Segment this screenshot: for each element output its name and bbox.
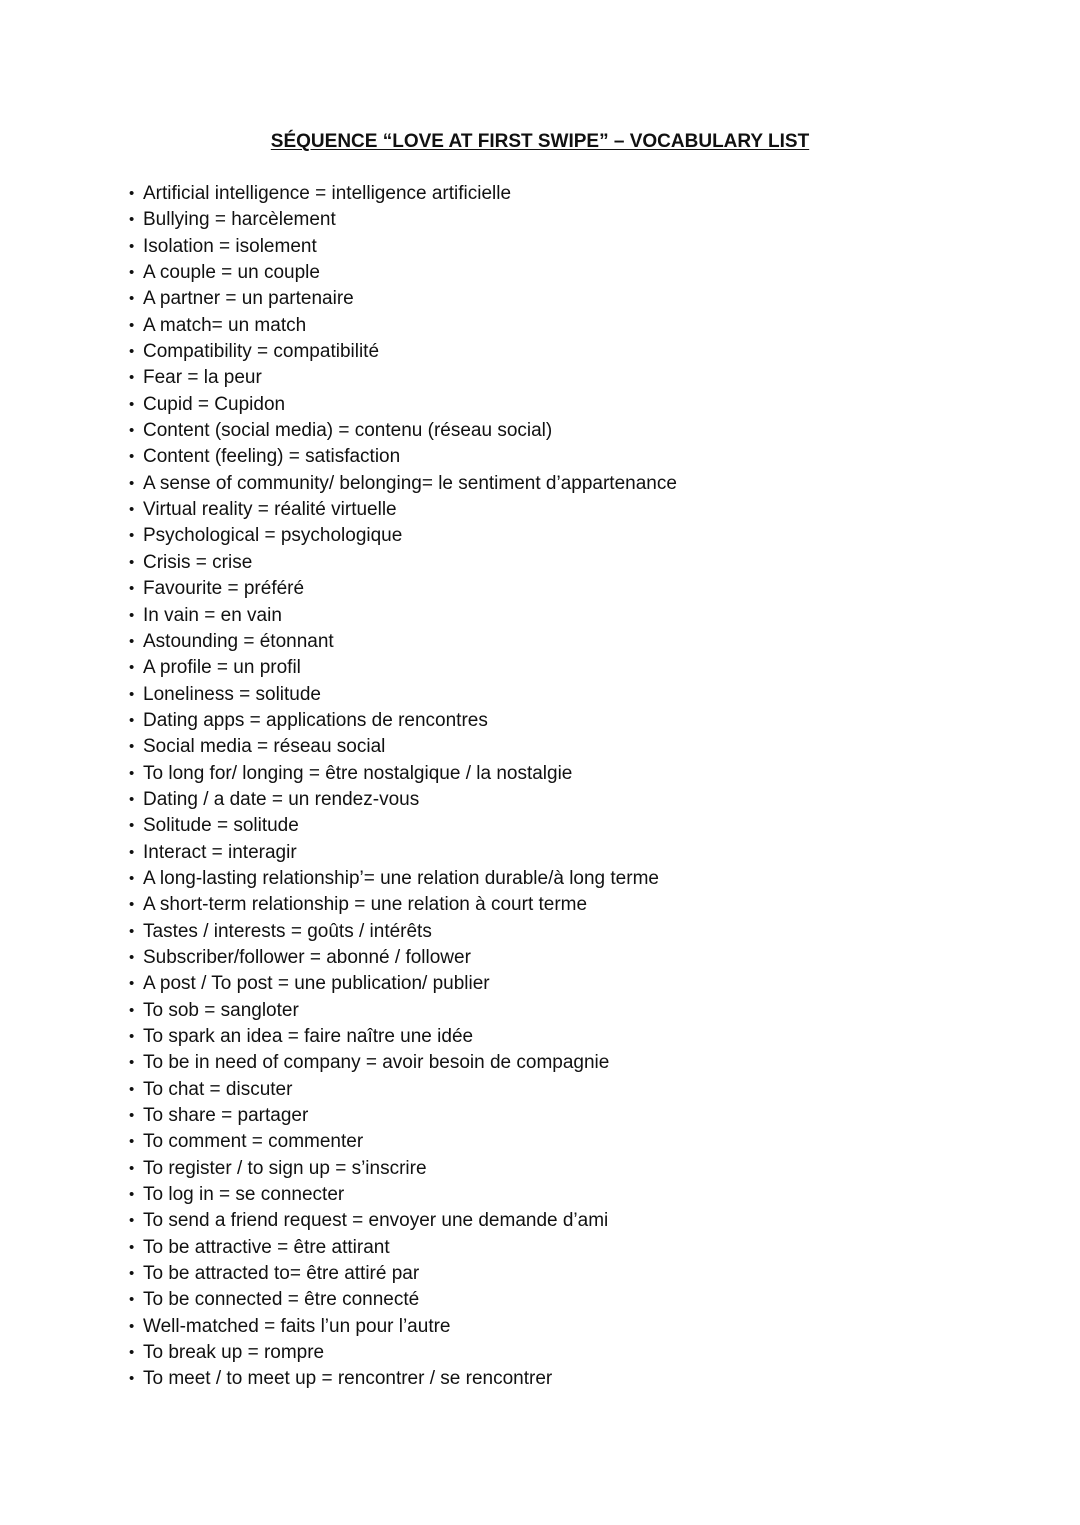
- bullet-icon: •: [129, 1291, 135, 1309]
- bullet-icon: •: [129, 948, 135, 966]
- vocabulary-entry: Fear = la peur: [143, 367, 262, 389]
- bullet-icon: •: [129, 1028, 135, 1045]
- list-item: [129, 840, 677, 866]
- vocabulary-entry: In vain = en vain: [143, 604, 282, 626]
- vocabulary-entry: To share = partager: [143, 1105, 309, 1127]
- list-item: [129, 444, 677, 470]
- bullet-icon: •: [129, 1107, 135, 1125]
- bullet-icon: •: [129, 1317, 135, 1335]
- bullet-icon: •: [129, 685, 135, 703]
- bullet-icon: •: [129, 869, 135, 887]
- vocabulary-entry: To long for/ longing = être nostalgique / la nostalgie: [143, 762, 573, 784]
- bullet-icon: •: [129, 580, 135, 598]
- vocabulary-entry: Interact = interagir: [143, 841, 297, 863]
- vocabulary-entry: Bullying = harcèlement: [143, 209, 336, 231]
- list-item: [129, 998, 677, 1024]
- vocabulary-entry: Solitude = solitude: [143, 815, 299, 837]
- bullet-icon: •: [129, 395, 135, 413]
- bullet-icon: •: [129, 237, 135, 255]
- bullet-icon: •: [129, 738, 135, 756]
- vocabulary-entry: A match= un match: [143, 314, 307, 336]
- vocabulary-entry: To be connected = être connecté: [143, 1289, 420, 1311]
- bullet-icon: •: [129, 896, 135, 914]
- list-item: [129, 418, 677, 444]
- vocabulary-entry: To register / to sign up = s’inscrire: [143, 1157, 427, 1179]
- list-item: [129, 1314, 677, 1340]
- bullet-icon: •: [129, 185, 135, 202]
- bullet-icon: •: [129, 1212, 135, 1230]
- bullet-icon: •: [129, 553, 135, 571]
- vocabulary-entry: To chat = discuter: [143, 1078, 293, 1100]
- vocabulary-entry: Favourite = préféré: [143, 578, 305, 600]
- list-item: [129, 339, 677, 365]
- list-item: [129, 919, 677, 945]
- list-item: [129, 497, 677, 523]
- list-item: [129, 813, 677, 839]
- bullet-icon: •: [129, 632, 135, 650]
- vocabulary-entry: Dating apps = applications de rencontres: [143, 709, 488, 731]
- list-item: [129, 550, 677, 576]
- list-item: [129, 181, 677, 207]
- list-item: [129, 234, 677, 260]
- list-item: [129, 260, 677, 286]
- bullet-icon: •: [129, 659, 135, 677]
- bullet-icon: •: [129, 501, 135, 519]
- list-item: [129, 787, 677, 813]
- vocabulary-entry: Crisis = crise: [143, 551, 253, 573]
- list-item: [129, 286, 677, 312]
- list-item: [129, 971, 677, 997]
- bullet-icon: •: [129, 1344, 135, 1362]
- list-item: [129, 603, 677, 629]
- bullet-icon: •: [129, 1080, 135, 1098]
- vocabulary-entry: To break up = rompre: [143, 1342, 325, 1364]
- list-item: [129, 708, 677, 734]
- list-item: [129, 1235, 677, 1261]
- vocabulary-list: [129, 181, 677, 1393]
- bullet-icon: •: [129, 764, 135, 782]
- list-item: [129, 1103, 677, 1129]
- bullet-icon: •: [129, 422, 135, 440]
- bullet-icon: •: [129, 1186, 135, 1204]
- vocabulary-entry: A profile = un profil: [143, 657, 301, 679]
- list-item: [129, 1129, 677, 1155]
- vocabulary-entry: To meet / to meet up = rencontrer / se rencontrer: [143, 1368, 553, 1390]
- vocabulary-entry: Isolation = isolement: [143, 235, 317, 257]
- vocabulary-entry: To comment = commenter: [143, 1131, 364, 1153]
- vocabulary-entry: Dating / a date = un rendez-vous: [143, 788, 420, 810]
- vocabulary-entry: A couple = un couple: [143, 262, 320, 284]
- list-item: [129, 313, 677, 339]
- bullet-icon: •: [129, 290, 135, 308]
- vocabulary-entry: A partner = un partenaire: [143, 288, 354, 310]
- vocabulary-entry: To be attractive = être attirant: [143, 1236, 390, 1258]
- vocabulary-entry: A long-lasting relationship’= une relation durable/à long terme: [143, 867, 659, 889]
- list-item: [129, 207, 677, 233]
- bullet-icon: •: [129, 369, 135, 387]
- bullet-icon: •: [129, 448, 135, 466]
- list-item: [129, 629, 677, 655]
- vocabulary-entry: Compatibility = compatibilité: [143, 341, 380, 363]
- bullet-icon: •: [129, 474, 135, 492]
- vocabulary-entry: To sob = sangloter: [143, 999, 299, 1021]
- list-item: [129, 1287, 677, 1313]
- bullet-icon: •: [129, 1238, 135, 1256]
- list-item: [129, 1208, 677, 1234]
- bullet-icon: •: [129, 711, 135, 729]
- list-item: [129, 1366, 677, 1392]
- vocabulary-entry: To be in need of company = avoir besoin de compagnie: [143, 1052, 610, 1074]
- vocabulary-entry: Well-matched = faits l’un pour l’autre: [143, 1315, 451, 1337]
- vocabulary-entry: A sense of community/ belonging= le sentiment d’appartenance: [143, 472, 677, 494]
- bullet-icon: •: [129, 527, 135, 545]
- bullet-icon: •: [129, 1054, 135, 1072]
- vocabulary-entry: Cupid = Cupidon: [143, 393, 286, 415]
- vocabulary-entry: Content (social media) = contenu (réseau social): [143, 420, 553, 442]
- vocabulary-entry: Social media = réseau social: [143, 736, 386, 758]
- bullet-icon: •: [129, 211, 135, 229]
- list-item: [129, 523, 677, 549]
- list-item: [129, 471, 677, 497]
- list-item: [129, 682, 677, 708]
- bullet-icon: •: [129, 817, 135, 835]
- vocabulary-entry: To send a friend request = envoyer une demande d’ami: [143, 1210, 609, 1232]
- list-item: [129, 1024, 677, 1050]
- bullet-icon: •: [129, 1159, 135, 1177]
- list-item: [129, 655, 677, 681]
- list-item: [129, 365, 677, 391]
- vocabulary-entry: A post / To post = une publication/ publier: [143, 973, 490, 995]
- bullet-icon: •: [129, 1265, 135, 1283]
- vocabulary-entry: Virtual reality = réalité virtuelle: [143, 499, 397, 521]
- list-item: [129, 1261, 677, 1287]
- bullet-icon: •: [129, 343, 135, 361]
- list-item: [129, 392, 677, 418]
- bullet-icon: •: [129, 606, 135, 624]
- list-item: [129, 866, 677, 892]
- bullet-icon: •: [129, 1001, 135, 1019]
- bullet-icon: •: [129, 922, 135, 940]
- vocabulary-entry: Astounding = étonnant: [143, 630, 334, 652]
- list-item: [129, 892, 677, 918]
- list-item: [129, 1050, 677, 1076]
- list-item: [129, 1156, 677, 1182]
- vocabulary-entry: To be attracted to= être attiré par: [143, 1263, 420, 1285]
- vocabulary-entry: Subscriber/follower = abonné / follower: [143, 946, 471, 968]
- bullet-icon: •: [129, 316, 135, 334]
- bullet-icon: •: [129, 1370, 135, 1388]
- vocabulary-entry: Tastes / interests = goûts / intérêts: [143, 920, 432, 942]
- bullet-icon: •: [129, 975, 135, 993]
- page-title: SÉQUENCE “LOVE AT FIRST SWIPE” – VOCABULARY LIST: [270, 131, 810, 152]
- bullet-icon: •: [129, 264, 135, 282]
- vocabulary-entry: Loneliness = solitude: [143, 683, 321, 705]
- bullet-icon: •: [129, 790, 135, 808]
- list-item: [129, 576, 677, 602]
- list-item: [129, 1182, 677, 1208]
- bullet-icon: •: [129, 1133, 135, 1151]
- list-item: [129, 1077, 677, 1103]
- list-item: [129, 945, 677, 971]
- bullet-icon: •: [129, 843, 135, 861]
- vocabulary-entry: Artificial intelligence = intelligence artificielle: [143, 183, 512, 204]
- vocabulary-entry: A short-term relationship = une relation à court terme: [143, 894, 588, 916]
- list-item: [129, 761, 677, 787]
- list-item: [129, 1340, 677, 1366]
- vocabulary-entry: Psychological = psychologique: [143, 525, 403, 547]
- vocabulary-entry: To spark an idea = faire naître une idée: [143, 1026, 474, 1047]
- vocabulary-entry: Content (feeling) = satisfaction: [143, 446, 401, 468]
- vocabulary-entry: To log in = se connecter: [143, 1184, 345, 1206]
- list-item: [129, 734, 677, 760]
